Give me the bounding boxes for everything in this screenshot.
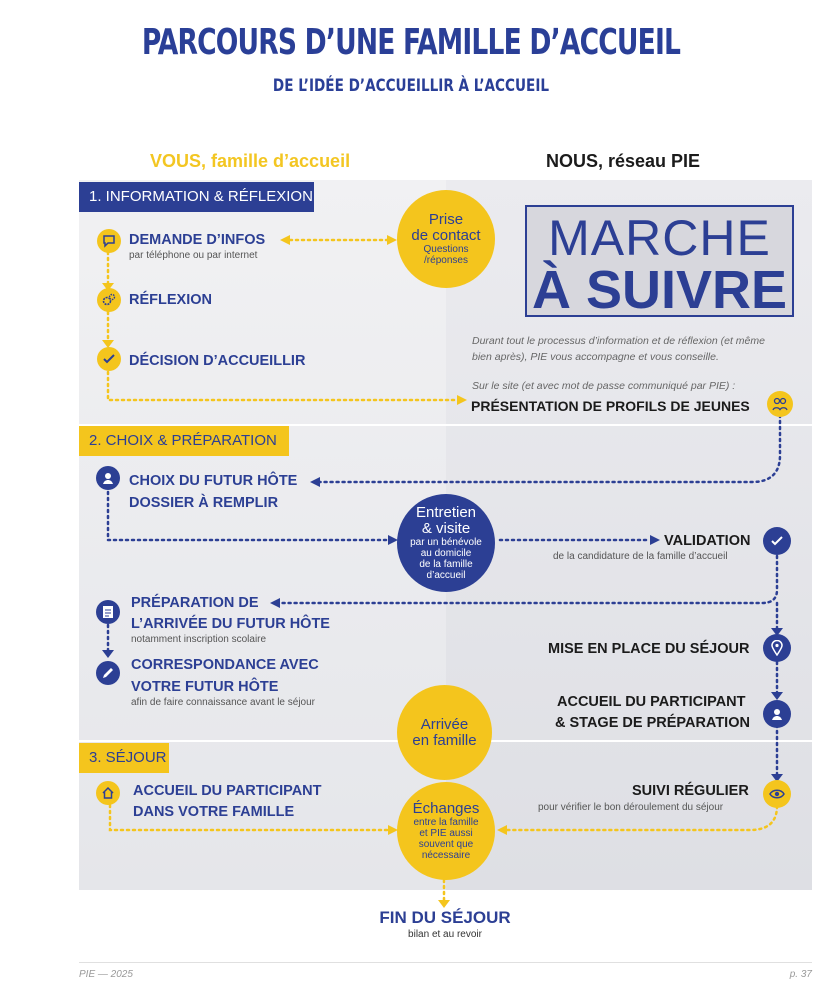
marche-line-2: À SUIVRE	[531, 260, 788, 320]
page-title: PARCOURS D’UNE FAMILLE D’ACCUEIL	[141, 22, 681, 63]
step-correspondance-1: CORRESPONDANCE AVEC	[131, 657, 319, 673]
stage-2-tag: 2. CHOIX & PRÉPARATION	[79, 426, 289, 456]
stage-1-tag: 1. INFORMATION & RÉFLEXION	[79, 182, 314, 212]
prise-title-1: Prise	[428, 211, 464, 228]
entretien-sub-2: au domicile	[420, 548, 472, 559]
note-line-3: Sur le site (et avec mot de passe communiqué par PIE) :	[472, 380, 736, 392]
chat-bubble-icon	[97, 229, 121, 253]
check-circle-icon	[763, 527, 791, 555]
echanges-sub-4: nécessaire	[421, 850, 471, 861]
step-accueil-participant-1: ACCUEIL DU PARTICIPANT	[557, 694, 746, 710]
step-suivi-sub: pour vérifier le bon déroulement du séjour	[538, 802, 724, 813]
checkmark-icon	[97, 347, 121, 371]
arrivee-title-1: Arrivée	[420, 715, 469, 733]
entretien-sub-1: par un bénévole	[410, 537, 482, 548]
entretien-title-2: & visite	[421, 520, 471, 537]
echanges-sub-1: entre la famille	[413, 817, 479, 828]
echanges-sub-3: souvent que	[418, 839, 474, 850]
house-icon	[96, 781, 120, 805]
pencil-icon	[96, 661, 120, 685]
prise-sub-1: Questions	[423, 244, 469, 255]
step-accueil-famille-1: ACCUEIL DU PARTICIPANT	[133, 783, 322, 799]
step-mise-en-place: MISE EN PLACE DU SÉJOUR	[548, 641, 750, 657]
person-icon	[96, 466, 120, 490]
step-accueil-famille-2: DANS VOTRE FAMILLE	[133, 804, 295, 820]
circle-entretien-visite	[397, 494, 495, 592]
step-validation: VALIDATION	[664, 533, 751, 549]
fin-du-sejour-sub: bilan et au revoir	[408, 929, 482, 940]
footer-page-number: p. 37	[789, 969, 812, 980]
footer-left: PIE — 2025	[79, 969, 133, 980]
marche-a-suivre-box	[525, 205, 794, 320]
entretien-sub-4: d’accueil	[426, 570, 466, 581]
echanges-sub-2: et PIE aussi	[419, 828, 473, 839]
step-dossier: DOSSIER À REMPLIR	[129, 495, 279, 511]
marche-line-1: MARCHE	[548, 210, 771, 266]
echanges-title: Échanges	[412, 800, 480, 817]
note-line-2: bien après), PIE vous accompagne et vous conseille.	[472, 351, 719, 363]
footer-divider	[79, 962, 812, 963]
step-reflexion: RÉFLEXION	[129, 292, 212, 308]
stage-3-tag: 3. SÉJOUR	[79, 743, 169, 773]
location-pin-icon	[763, 634, 791, 662]
step-preparation-1: PRÉPARATION DE	[131, 595, 259, 611]
circle-echanges	[397, 782, 495, 880]
page-subtitle: DE L’IDÉE D’ACCUEILLIR À L’ACCUEIL	[272, 76, 550, 96]
arrivee-title-2: en famille	[412, 731, 477, 749]
step-decision: DÉCISION D’ACCUEILLIR	[129, 353, 306, 369]
step-accueil-participant-2: & STAGE DE PRÉPARATION	[555, 715, 750, 731]
group-icon	[767, 391, 793, 417]
step-preparation-sub: notamment inscription scolaire	[131, 634, 267, 645]
prise-sub-2: /réponses	[424, 255, 468, 266]
entretien-sub-3: de la famille	[419, 559, 473, 570]
step-validation-sub: de la candidature de la famille d’accueil	[553, 551, 728, 562]
step-choix-hote: CHOIX DU FUTUR HÔTE	[129, 473, 298, 489]
step-correspondance-2: VOTRE FUTUR HÔTE	[131, 679, 279, 695]
column-header-nous: NOUS, réseau PIE	[546, 151, 701, 171]
eye-icon	[763, 780, 791, 808]
step-demande-infos: DEMANDE D’INFOS	[129, 232, 266, 248]
circle-prise-de-contact	[397, 190, 495, 288]
step-preparation-2: L’ARRIVÉE DU FUTUR HÔTE	[131, 616, 330, 632]
column-header-vous: VOUS, famille d’accueil	[150, 151, 351, 171]
step-correspondance-sub: afin de faire connaissance avant le séjour	[131, 697, 316, 708]
circle-arrivee-famille	[397, 685, 492, 780]
fin-du-sejour: FIN DU SÉJOUR	[379, 908, 511, 927]
document-icon	[96, 600, 120, 624]
entretien-title-1: Entretien	[415, 504, 477, 521]
prise-title-2: de contact	[411, 227, 481, 244]
step-demande-sub: par téléphone ou par internet	[129, 250, 258, 261]
step-suivi-regulier: SUIVI RÉGULIER	[632, 783, 749, 799]
step-profils-jeunes: PRÉSENTATION DE PROFILS DE JEUNES	[471, 398, 750, 414]
person-badge-icon	[763, 700, 791, 728]
note-line-1: Durant tout le processus d’information et de réflexion (et même	[472, 335, 765, 347]
gears-icon	[97, 288, 121, 312]
